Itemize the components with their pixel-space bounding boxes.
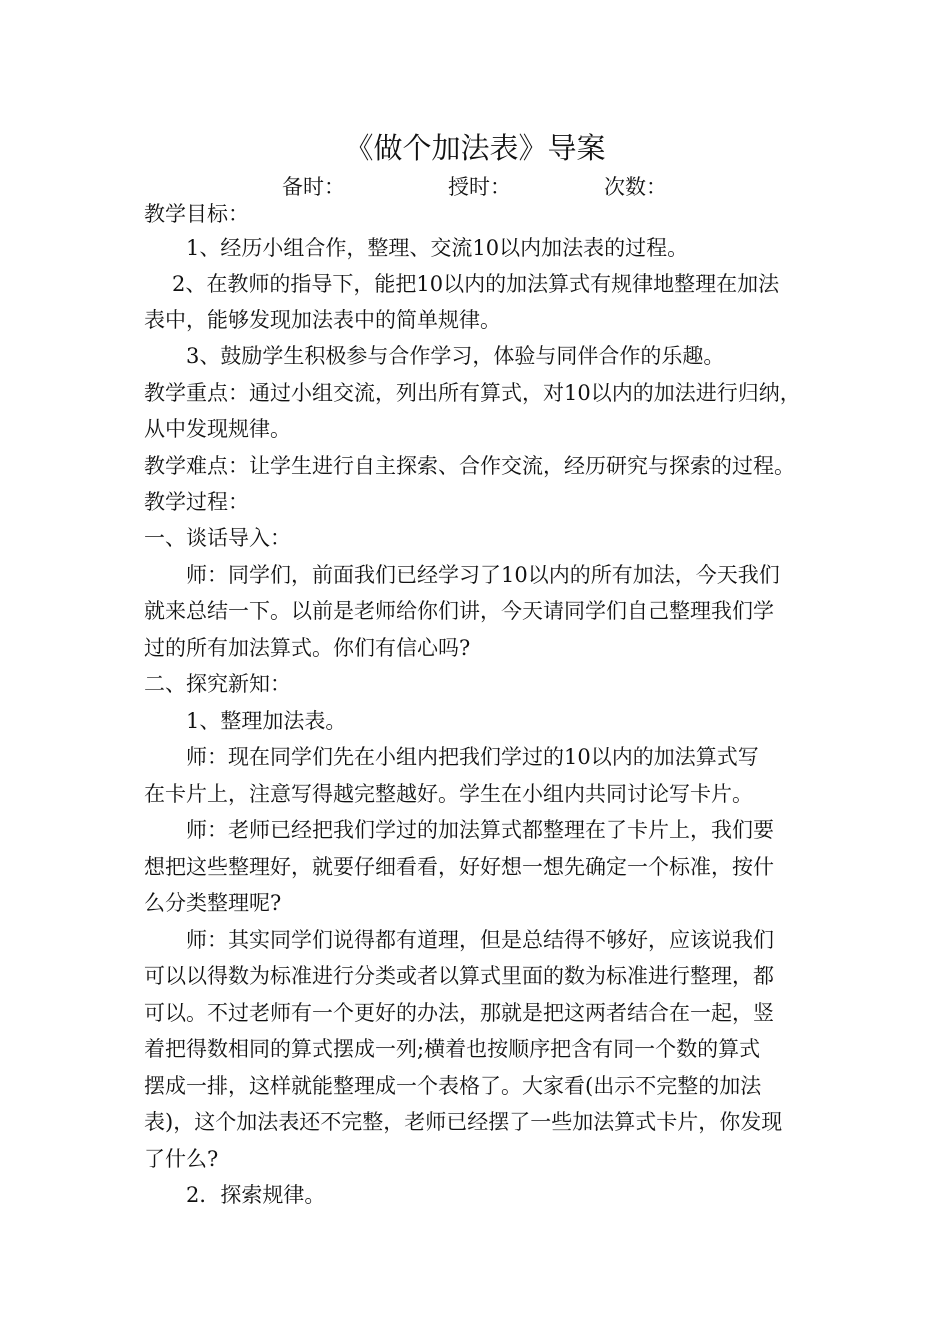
process-heading: 教学过程： xyxy=(144,490,249,514)
teach-time-label: 授时： xyxy=(448,175,511,199)
section-2-paragraph-3-cont: 摆成一排，这样就能整理成一个表格了。大家看(出示不完整的加法 xyxy=(144,1074,762,1098)
key-point: 教学重点：通过小组交流，列出所有算式，对10以内的加法进行归纳， xyxy=(144,381,801,405)
section-2-paragraph-3-cont: 了什么? xyxy=(144,1147,219,1171)
difficulty: 教学难点：让学生进行自主探索、合作交流，经历研究与探索的过程。 xyxy=(144,454,795,478)
section-2-paragraph-2-cont: 想把这些整理好，就要仔细看看，好好想一想先确定一个标准，按什 xyxy=(144,855,774,879)
prep-time-label: 备时： xyxy=(282,175,345,199)
goal-item-3: 3、鼓励学生积极参与合作学习，体验与同伴合作的乐趣。 xyxy=(186,344,725,368)
goal-item-2-cont: 表中，能够发现加法表中的简单规律。 xyxy=(144,308,501,332)
section-2-paragraph-2: 师：老师已经把我们学过的加法算式都整理在了卡片上，我们要 xyxy=(186,818,774,842)
section-2-paragraph-2-cont: 么分类整理呢? xyxy=(144,891,282,915)
goals-heading: 教学目标： xyxy=(144,202,249,226)
section-2-paragraph-3-cont: 可以。不过老师有一个更好的办法，那就是把这两者结合在一起，竖 xyxy=(144,1001,774,1025)
section-1-paragraph-cont: 就来总结一下。以前是老师给你们讲，今天请同学们自己整理我们学 xyxy=(144,599,774,623)
section-2-paragraph-3-cont: 可以以得数为标准进行分类或者以算式里面的数为标准进行整理，都 xyxy=(144,964,774,988)
goal-item-1: 1、经历小组合作，整理、交流10以内加法表的过程。 xyxy=(186,236,689,260)
subsection-1-heading: 1、整理加法表。 xyxy=(186,709,347,733)
subsection-2-heading: 2．探索规律。 xyxy=(186,1183,326,1207)
document-title: 《做个加法表》导案 xyxy=(344,131,606,165)
section-2-paragraph-3: 师：其实同学们说得都有道理，但是总结得不够好，应该说我们 xyxy=(186,928,774,952)
goal-item-2: 2、在教师的指导下，能把10以内的加法算式有规律地整理在加法 xyxy=(172,272,780,296)
section-2-paragraph-3-cont: 表)，这个加法表还不完整，老师已经摆了一些加法算式卡片，你发现 xyxy=(144,1110,783,1134)
section-2-paragraph-1-cont: 在卡片上，注意写得越完整越好。学生在小组内共同讨论写卡片。 xyxy=(144,782,753,806)
key-point-cont: 从中发现规律。 xyxy=(144,417,291,441)
section-2-heading: 二、探究新知： xyxy=(144,672,291,696)
section-1-heading: 一、谈话导入： xyxy=(144,526,291,550)
section-1-paragraph: 师：同学们，前面我们已经学习了10以内的所有加法，今天我们 xyxy=(186,563,780,587)
section-2-paragraph-1: 师：现在同学们先在小组内把我们学过的10以内的加法算式写 xyxy=(186,745,759,769)
count-label: 次数： xyxy=(604,175,667,199)
section-1-paragraph-cont: 过的所有加法算式。你们有信心吗? xyxy=(144,636,471,660)
section-2-paragraph-3-cont: 着把得数相同的算式摆成一列;横着也按顺序把含有同一个数的算式 xyxy=(144,1037,761,1061)
